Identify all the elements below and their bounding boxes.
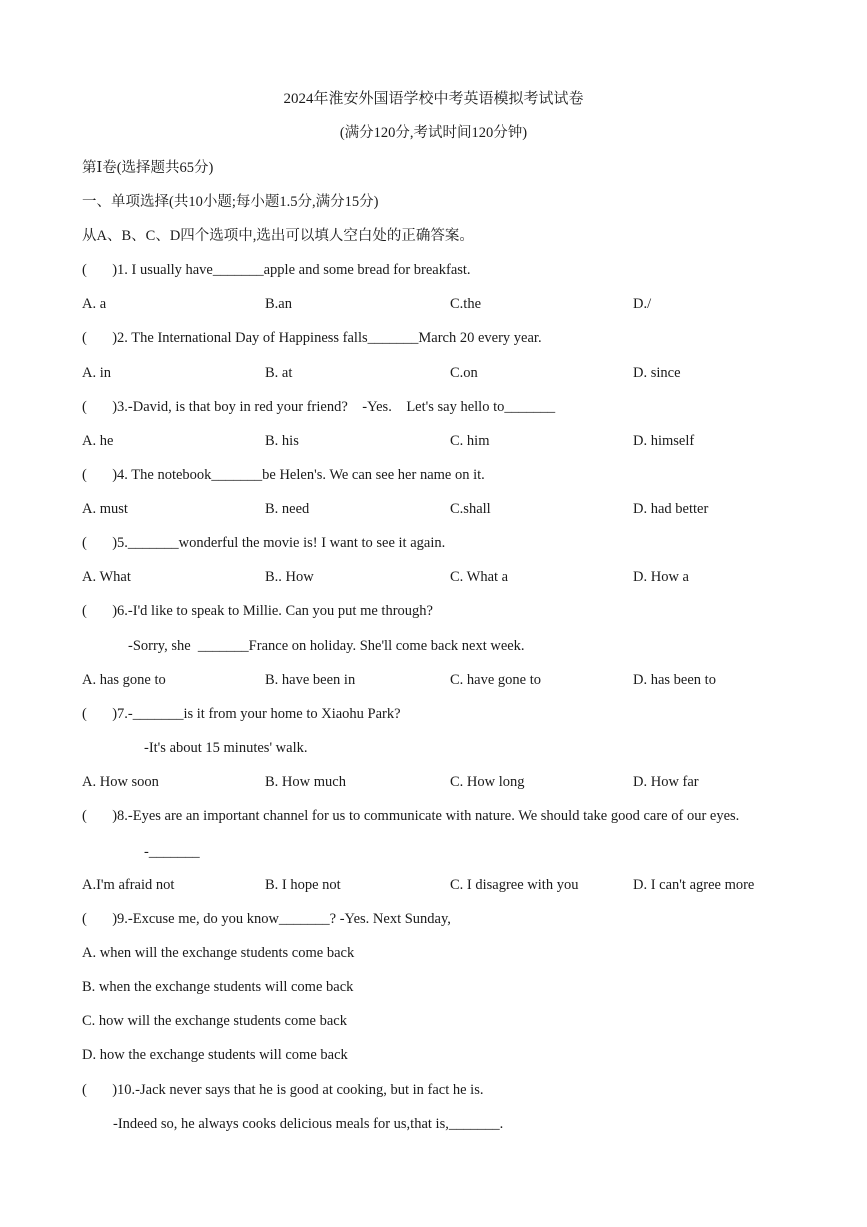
question-2-stem: ( )2. The International Day of Happiness falls_______March 20 every year. — [82, 330, 542, 346]
q1-option-d: D./ — [633, 296, 652, 312]
q9-option-d: D. how the exchange students will come back — [82, 1047, 348, 1063]
q8-option-b: B. I hope not — [265, 877, 341, 893]
question-9-stem: ( )9.-Excuse me, do you know_______? -Yes. Next Sunday, — [82, 911, 451, 927]
q2-option-c: C.on — [450, 365, 478, 381]
q9-option-a: A. when will the exchange students come back — [82, 945, 355, 961]
q1-option-a: A. a — [82, 296, 107, 312]
question-6-reply: -Sorry, she _______France on holiday. She'll come back next week. — [128, 638, 525, 654]
q3-option-a: A. he — [82, 433, 114, 449]
q5-option-d: D. How a — [633, 569, 689, 585]
q7-option-c: C. How long — [450, 774, 525, 790]
question-7-reply: -It's about 15 minutes' walk. — [144, 740, 308, 756]
q4-option-a: A. must — [82, 501, 128, 517]
q3-option-c: C. him — [450, 433, 490, 449]
instruction-text: 从A、B、C、D四个选项中,选出可以填人空白处的正确答案。 — [82, 228, 474, 244]
q5-option-b: B.. How — [265, 569, 314, 585]
q1-option-b: B.an — [265, 296, 292, 312]
q4-option-b: B. need — [265, 501, 310, 517]
q5-option-a: A. What — [82, 569, 131, 585]
question-4-stem: ( )4. The notebook_______be Helen's. We can see her name on it. — [82, 467, 485, 483]
q6-option-d: D. has been to — [633, 672, 716, 688]
q4-option-d: D. had better — [633, 501, 709, 517]
q6-option-c: C. have gone to — [450, 672, 542, 688]
q4-option-c: C.shall — [450, 501, 491, 517]
q7-option-a: A. How soon — [82, 774, 159, 790]
exam-subtitle: (满分120分,考试时间120分钟) — [339, 125, 528, 141]
question-10-stem: ( )10.-Jack never says that he is good at cooking, but in fact he is. — [82, 1082, 484, 1098]
exam-title: 2024年淮安外国语学校中考英语模拟考试试卷 — [283, 91, 584, 107]
q3-option-b: B. his — [265, 433, 299, 449]
section-heading: 一、单项选择(共10小题;每小题1.5分,满分15分) — [82, 194, 379, 210]
q8-option-a: A.I'm afraid not — [82, 877, 175, 893]
q3-option-d: D. himself — [633, 433, 695, 449]
q9-option-c: C. how will the exchange students come back — [82, 1013, 347, 1029]
question-3-stem: ( )3.-David, is that boy in red your friend? -Yes. Let's say hello to_______ — [82, 399, 556, 415]
question-10-reply: -Indeed so, he always cooks delicious meals for us,that is,_______. — [113, 1116, 504, 1132]
q1-option-c: C.the — [450, 296, 482, 312]
question-7-stem: ( )7.-_______is it from your home to Xiaohu Park? — [82, 706, 401, 722]
question-5-stem: ( )5._______wonderful the movie is! I want to see it again. — [82, 535, 446, 551]
q5-option-c: C. What a — [450, 569, 509, 585]
q6-option-a: A. has gone to — [82, 672, 166, 688]
q7-option-b: B. How much — [265, 774, 346, 790]
q2-option-b: B. at — [265, 365, 293, 381]
question-1-stem: ( )1. I usually have_______apple and some bread for breakfast. — [82, 262, 471, 278]
q9-option-b: B. when the exchange students will come back — [82, 979, 354, 995]
q8-option-d: D. I can't agree more — [633, 877, 755, 893]
q2-option-a: A. in — [82, 365, 111, 381]
q2-option-d: D. since — [633, 365, 681, 381]
question-8-stem: ( )8.-Eyes are an important channel for us to communicate with nature. We should take good care of our eyes. — [82, 808, 740, 824]
q8-option-c: C. I disagree with you — [450, 877, 579, 893]
q6-option-b: B. have been in — [265, 672, 356, 688]
part-heading: 第Ⅰ卷(选择题共65分) — [82, 160, 214, 176]
q7-option-d: D. How far — [633, 774, 699, 790]
question-6-stem: ( )6.-I'd like to speak to Millie. Can you put me through? — [82, 603, 433, 619]
question-8-reply: -_______ — [144, 844, 200, 860]
